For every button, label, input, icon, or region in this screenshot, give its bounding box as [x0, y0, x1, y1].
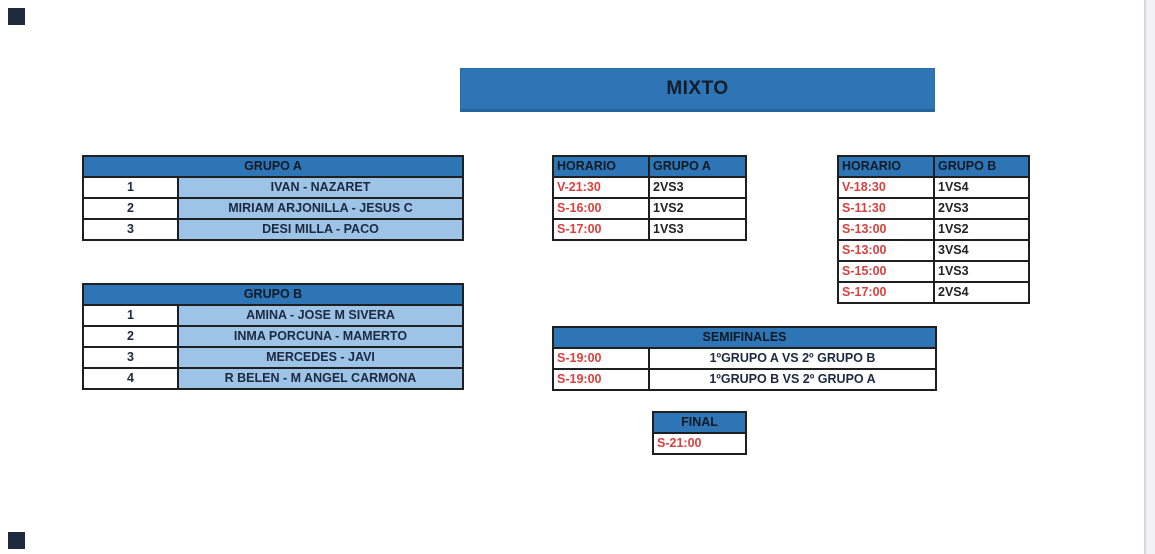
team-name-cell: INMA PORCUNA - MAMERTO — [178, 326, 463, 347]
grupo-a-table — [82, 155, 464, 241]
table-header-row — [553, 156, 746, 177]
time-cell: S-16:00 — [553, 198, 649, 219]
table-row — [838, 198, 1029, 219]
team-number-cell: 1 — [83, 177, 178, 198]
table-header-row — [653, 412, 746, 433]
team-name-cell: R BELEN - M ANGEL CARMONA — [178, 368, 463, 389]
match-cell: 1VS2 — [934, 219, 1029, 240]
mixto-banner-label: MIXTO — [666, 78, 729, 99]
table-header-row — [553, 327, 936, 348]
table-row — [83, 326, 463, 347]
table-row — [838, 282, 1029, 303]
corner-marker-top — [8, 8, 25, 25]
time-cell: S-11:30 — [838, 198, 934, 219]
grupo-a-col-header: GRUPO A — [649, 156, 746, 177]
time-cell: S-17:00 — [553, 219, 649, 240]
table-header-row — [838, 156, 1029, 177]
team-name-cell: MIRIAM ARJONILLA - JESUS C — [178, 198, 463, 219]
time-cell: S-13:00 — [838, 240, 934, 261]
team-number-cell: 3 — [83, 347, 178, 368]
table-row — [838, 219, 1029, 240]
team-name-cell: MERCEDES - JAVI — [178, 347, 463, 368]
table-row — [553, 198, 746, 219]
team-number-cell: 4 — [83, 368, 178, 389]
team-number-cell: 2 — [83, 326, 178, 347]
table-row — [838, 240, 1029, 261]
table-row — [653, 433, 746, 454]
table-row — [838, 177, 1029, 198]
match-cell: 1VS3 — [649, 219, 746, 240]
mixto-banner — [460, 68, 935, 112]
match-cell: 1VS4 — [934, 177, 1029, 198]
final-table — [652, 411, 747, 455]
time-cell: S-19:00 — [553, 369, 649, 390]
table-row — [83, 347, 463, 368]
match-cell: 2VS3 — [934, 198, 1029, 219]
table-row — [83, 219, 463, 240]
final-header: FINAL — [653, 412, 746, 433]
schedule-grupo-a-table — [552, 155, 747, 241]
time-cell: S-17:00 — [838, 282, 934, 303]
matchup-cell: 1ºGRUPO B VS 2º GRUPO A — [649, 369, 936, 390]
time-cell: S-21:00 — [653, 433, 746, 454]
grupo-b-col-header: GRUPO B — [934, 156, 1029, 177]
team-name-cell: DESI MILLA - PACO — [178, 219, 463, 240]
time-cell: S-15:00 — [838, 261, 934, 282]
semifinals-table — [552, 326, 937, 391]
team-name-cell: AMINA - JOSE M SIVERA — [178, 305, 463, 326]
match-cell: 2VS3 — [649, 177, 746, 198]
team-number-cell: 2 — [83, 198, 178, 219]
horario-header: HORARIO — [553, 156, 649, 177]
time-cell: S-13:00 — [838, 219, 934, 240]
grupo-a-header: GRUPO A — [83, 156, 463, 177]
match-cell: 1VS3 — [934, 261, 1029, 282]
time-cell: V-21:30 — [553, 177, 649, 198]
page-edge-strip — [1146, 0, 1155, 554]
table-header-row — [83, 156, 463, 177]
table-header-row — [83, 284, 463, 305]
table-row — [553, 369, 936, 390]
team-number-cell: 1 — [83, 305, 178, 326]
table-row — [83, 198, 463, 219]
matchup-cell: 1ºGRUPO A VS 2º GRUPO B — [649, 348, 936, 369]
table-row — [83, 368, 463, 389]
corner-marker-bottom — [8, 532, 25, 549]
schedule-grupo-b-table — [837, 155, 1030, 304]
table-row — [553, 219, 746, 240]
table-row — [553, 348, 936, 369]
match-cell: 1VS2 — [649, 198, 746, 219]
match-cell: 2VS4 — [934, 282, 1029, 303]
table-row — [83, 177, 463, 198]
table-row — [83, 305, 463, 326]
time-cell: S-19:00 — [553, 348, 649, 369]
grupo-b-header: GRUPO B — [83, 284, 463, 305]
grupo-b-table — [82, 283, 464, 390]
semifinals-header: SEMIFINALES — [553, 327, 936, 348]
match-cell: 3VS4 — [934, 240, 1029, 261]
table-row — [553, 177, 746, 198]
page-edge-line — [1144, 0, 1146, 554]
team-number-cell: 3 — [83, 219, 178, 240]
horario-header: HORARIO — [838, 156, 934, 177]
team-name-cell: IVAN - NAZARET — [178, 177, 463, 198]
table-row — [838, 261, 1029, 282]
time-cell: V-18:30 — [838, 177, 934, 198]
